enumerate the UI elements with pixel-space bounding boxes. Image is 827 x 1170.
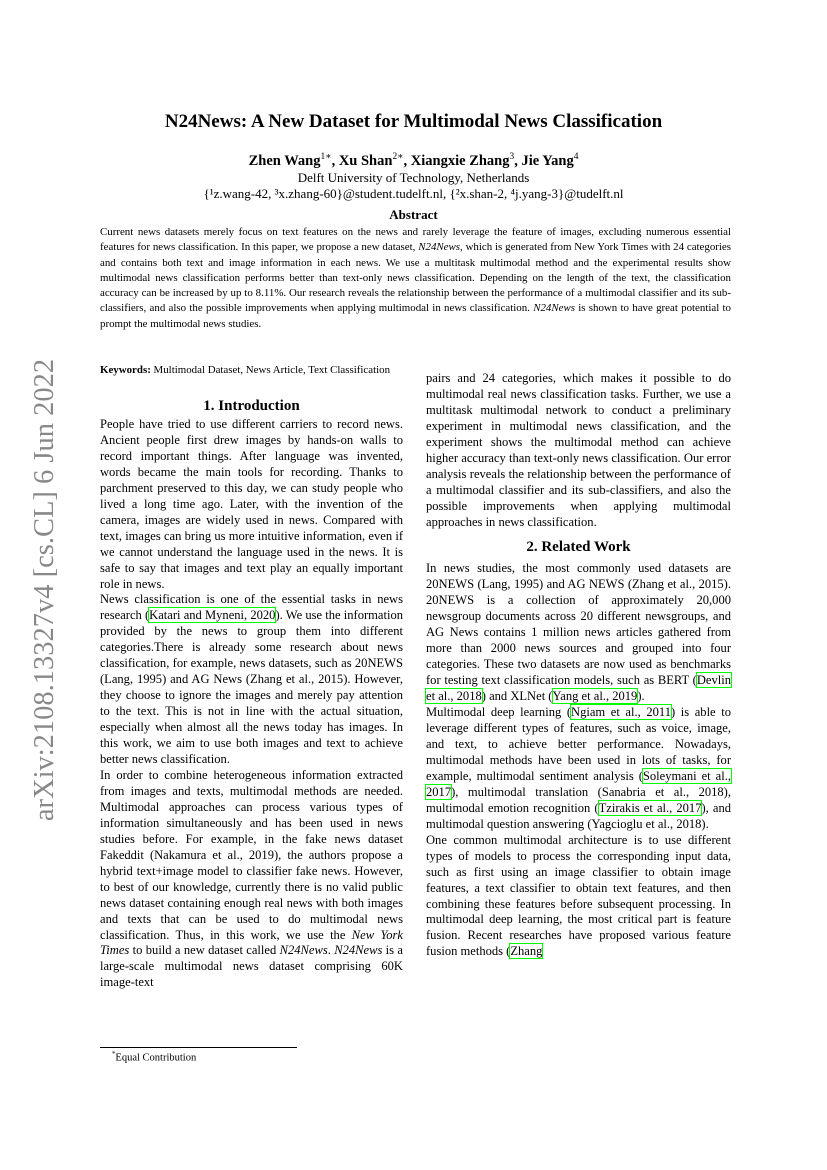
author-emails: {¹z.wang-42, ³x.zhang-60}@student.tudelft.nl, {²x.shan-2, ⁴j.yang-3}@tudelft.nl (203, 186, 624, 201)
text-run: ) is able to leverage different types of features, such as voice, image, and text, to achieve better performance. Nowadays, multimodal methods have been used in lots of tasks, for example, multimodal sentiment analysis ( (426, 705, 731, 783)
arxiv-stamp: arXiv:2108.13327v4 [cs.CL] 6 Jun 2022 (29, 358, 60, 822)
abstract-heading: Abstract (389, 207, 438, 222)
citation-link[interactable]: Yang et al., 2019 (552, 689, 638, 704)
text-run: People have tried to use different carriers to record news. Ancient people first drew images by hands-on walls to record important things. After language was invented, words became the main tools for recording. Thanks to parchment preserved to this day, we can study people who lived a long time ago. Later, with the invention of the camera, images are widely used in news. Compared with text, images can bring us more intuitive information, even if we cannot understand the language used in the news. It is safe to say that images and text play an equally important role in news. (100, 417, 403, 591)
paragraph (426, 705, 731, 833)
author-name: Zhen Wang (248, 152, 321, 169)
author-name: Xu Shan (338, 152, 393, 169)
author-affiliation-mark: 3 (509, 152, 515, 162)
related-work-paragraphs (426, 561, 731, 960)
abstract-body (100, 225, 731, 332)
citation-link[interactable]: Soleymani et al., 2017 (426, 768, 731, 799)
citation-link[interactable]: Katari and Myneni, 2020 (149, 608, 276, 623)
section-heading-related-work: 2. Related Work (526, 538, 631, 555)
left-column (100, 417, 403, 991)
citation-link[interactable]: Ngiam et al., 2011 (571, 705, 671, 720)
text-run: ). (637, 689, 645, 704)
intro-paragraphs (100, 417, 403, 991)
text-run: Current news datasets merely focus on text features on the news and rarely leverage the feature of images, excluding numerous essential features for news classification. In this paper, we propose a new dataset, (100, 226, 731, 254)
footnote-rule (100, 1047, 297, 1048)
footnote-mark: * (112, 1051, 116, 1058)
author-list: Zhen Wang$^{1∗}$, Xu Shan$^{2∗}$, Xiangxie Zhang$^3$, Jie Yang$^4$ (248, 152, 579, 169)
intro-paragraphs-continued (426, 371, 731, 531)
text-run: Multimodal deep learning ( (426, 705, 572, 720)
text-run: is shown to have great potential to prompt the multimodal news studies. (100, 302, 732, 330)
right-column (426, 371, 731, 960)
italic-text: N24News (334, 943, 383, 958)
text-run: is a large-scale multimodal news dataset comprising 60K image-text (100, 943, 403, 990)
paper-title: N24News: A New Dataset for Multimodal News Classification (164, 111, 663, 132)
text-run: pairs and 24 categories, which makes it possible to do multimodal real news classification tasks. Further, we use a multitask multimodal network to conduct a preliminary experiment in multimodal news classification, and the experiment shows the multimodal method can achieve higher accuracy than text-only news classification. Our error analysis reveals the relationship between the performance of a multimodal classifier and its sub-classifiers, and also the possible improvements when applying multimodal approaches in news classification. (426, 371, 731, 529)
author-affiliation-mark: 1∗ (320, 152, 332, 162)
text-run: In order to combine heterogeneous information extracted from images and texts, multimodal methods are needed. Multimodal approaches can process various types of information simultaneously and has been used in news studies before. For example, in the fake news dataset Fakeddit (Nakamura et al., 2019), the authors propose a hybrid text+image model to classifier fake news. However, to best of our knowledge, currently there is no valid public news dataset containing enough real news with both images and texts that can be used to do multimodal news classification. Thus, in this work, we use the (100, 767, 403, 942)
citation-link[interactable]: Zhang (510, 944, 543, 959)
italic-text: N24News (533, 302, 575, 315)
affiliation: Delft University of Technology, Netherlands (297, 170, 530, 185)
text-run: ), multimodal translation (Sanabria et al., 2018), multimodal emotion recognition ( (426, 784, 731, 815)
author-affiliation-mark: 2∗ (392, 152, 404, 162)
author-name: Jie Yang (521, 152, 574, 169)
text-run: . (327, 943, 335, 958)
text-run: , which is generated from New York Times with 24 categories and contains both text and image information in each news. We use a multitask multimodal method and the experimental results show multimodal news classification performs better than text-only news classification. Depending on the length of the text, the classification accuracy can be increased by up to 8.11%. Our research reveals the relationship between the performance of a multimodal classifier and its sub-classifiers, and also the possible improvements when applying multimodal in news classification. (100, 241, 732, 315)
footnote-text: Equal Contribution (115, 1052, 197, 1064)
text-run: News classification is one of the essential tasks in news research ( (100, 592, 403, 623)
author-affiliation-mark: 4 (573, 152, 579, 162)
section-heading-introduction: 1. Introduction (203, 398, 300, 414)
italic-text: N24News (279, 943, 328, 958)
paragraph (426, 833, 731, 961)
text-run: ), and multimodal question answering (Yagcioglu et al., 2018). (426, 800, 731, 831)
text-run: ) and XLNet ( (481, 689, 553, 704)
paragraph (100, 592, 403, 767)
keywords-list: Multimodal Dataset, News Article, Text Classification (150, 364, 391, 376)
footnote (112, 1051, 196, 1064)
italic-text: N24News (418, 241, 460, 254)
paragraph (426, 371, 731, 531)
citation-link[interactable]: Tzirakis et al., 2017 (598, 800, 702, 815)
paragraph (426, 561, 731, 705)
text-run: ). We use the information provided by the news to group them into different categories.There is already some research about news classification, for example, news datasets, such as 20NEWS (Lang, 1995) and AG News (Zhang et al., 2015). However, they choose to ignore the images and merely pay attention to the text. This is not in line with the actual situation, especially when almost all the news today has images. In this work, we aim to use both images and text to achieve better news classification. (100, 608, 403, 767)
keywords (100, 364, 390, 376)
citation-link[interactable]: Devlin et al., 2018 (426, 673, 731, 704)
text-run: In news studies, the most commonly used datasets are 20NEWS (Lang, 1995) and AG NEWS (Zhang et al., 2015). 20NEWS is a collection of approximately 20,000 newsgroup documents across 20 different newsgroups, and AG News contains 1 million news articles gathered from more than 2000 news sources and grouped into four categories. These two datasets are now used as benchmarks for testing text classification models, such as BERT ( (426, 561, 731, 688)
italic-text: New York Times (100, 927, 403, 958)
text-run: to build a new dataset called (129, 943, 280, 958)
author-name: Xiangxie Zhang (410, 152, 510, 169)
keywords-label: Keywords: (100, 364, 151, 376)
text-run: One common multimodal architecture is to use different types of models to process the corresponding input data, such as first using an image classifier to obtain image features, a text classifier to obtain text features, and then combining these features before subsequent processing. In multimodal deep learning, the most critical part is feature fusion. Recent researches have proposed various feature fusion methods ( (426, 832, 731, 959)
paragraph (100, 768, 403, 991)
paragraph (100, 417, 403, 592)
